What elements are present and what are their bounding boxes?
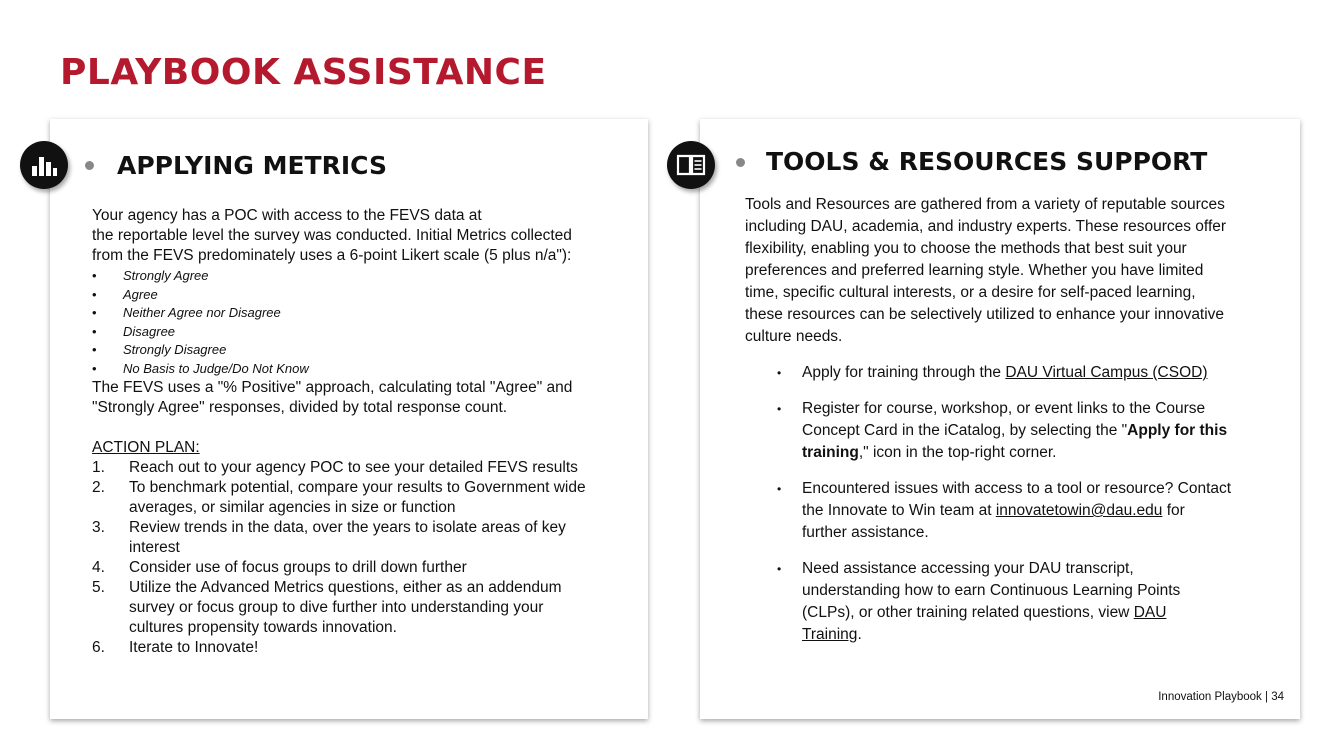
dau-training-link[interactable]: Training	[802, 626, 858, 643]
likert-item: • Neither Agree nor Disagree	[92, 304, 632, 323]
resource-line	[802, 442, 1265, 464]
resource-text: Apply for training through the	[802, 364, 1006, 381]
intro-line: including DAU, academia, and industry experts. These resources offer	[745, 218, 1227, 235]
dau-virtual-campus-link[interactable]: DAU Virtual Campus (CSOD)	[1005, 364, 1208, 381]
action-plan-heading: ACTION PLAN:	[92, 439, 200, 456]
action-line: Reach out to your agency POC to see your detailed FEVS results	[129, 459, 578, 476]
action-line: Iterate to Innovate!	[129, 639, 259, 656]
action-line: averages, or similar agencies in size or function	[129, 499, 456, 516]
intro-line: the reportable level the survey was conducted. Initial Metrics collected	[92, 227, 572, 244]
likert-item: • No Basis to Judge/Do Not Know	[92, 360, 632, 379]
applying-metrics-heading: APPLYING METRICS	[117, 151, 387, 180]
action-item	[92, 558, 632, 578]
intro-line: from the FEVS predominately uses a 6-point Likert scale (5 plus n/a"):	[92, 247, 572, 264]
action-number: 2.	[92, 479, 105, 496]
resource-line: further assistance.	[802, 524, 929, 541]
action-item	[92, 518, 632, 558]
action-item	[92, 578, 632, 638]
tools-resources-content	[745, 194, 1265, 660]
resource-line: • Need assistance accessing your DAU transcript,	[802, 560, 1134, 577]
action-line: Utilize the Advanced Metrics questions, either as an addendum	[129, 579, 562, 596]
action-item	[92, 478, 632, 518]
action-number: 4.	[92, 559, 105, 576]
action-plan-list	[92, 458, 632, 658]
action-number: 1.	[92, 459, 105, 476]
action-number: 3.	[92, 519, 105, 536]
resource-text: (CLPs), or other training related questions, view	[802, 604, 1134, 621]
action-line: survey or focus group to dive further into understanding your	[129, 599, 544, 616]
footer-label: Innovation Playbook |	[1158, 691, 1268, 703]
resource-line	[802, 624, 1265, 646]
heading-dot-icon	[736, 158, 745, 167]
action-number: 5.	[92, 579, 105, 596]
resource-text: .	[857, 626, 862, 643]
resource-text: ," icon in the top-right corner.	[858, 444, 1057, 461]
action-line: To benchmark potential, compare your results to Government wide	[129, 479, 586, 496]
resource-line	[802, 602, 1265, 624]
heading-dot-icon	[85, 161, 94, 170]
action-item	[92, 458, 632, 478]
summary-paragraph	[92, 378, 632, 418]
likert-scale-list	[92, 267, 632, 378]
apply-for-training-bold: Apply for this	[1127, 422, 1228, 439]
resources-list	[745, 362, 1265, 646]
resource-line: understanding how to earn Continuous Learning Points	[802, 582, 1181, 599]
summary-line: "Strongly Agree" responses, divided by total response count.	[92, 399, 508, 416]
resource-text: for	[1162, 502, 1185, 519]
intro-line: these resources can be selectively utilized to enhance your innovative	[745, 306, 1225, 323]
applying-metrics-content	[92, 206, 632, 658]
likert-item: • Strongly Agree	[92, 267, 632, 286]
page-title: PLAYBOOK ASSISTANCE	[60, 52, 547, 93]
intro-line: Your agency has a POC with access to the FEVS data at	[92, 207, 482, 224]
intro-line: culture needs.	[745, 328, 843, 345]
likert-item: • Agree	[92, 286, 632, 305]
likert-item: • Strongly Disagree	[92, 341, 632, 360]
resource-item-contact	[745, 478, 1265, 544]
resource-item-transcript	[745, 558, 1265, 646]
intro-paragraph	[92, 206, 632, 266]
book-icon	[667, 141, 715, 189]
tools-intro-paragraph	[745, 194, 1265, 348]
action-item	[92, 638, 632, 658]
dau-training-link[interactable]: DAU	[1133, 604, 1167, 621]
action-line: interest	[129, 539, 180, 556]
action-line: cultures propensity towards innovation.	[129, 619, 397, 636]
page-number: 34	[1271, 691, 1284, 703]
resource-item-virtual-campus	[745, 362, 1265, 384]
summary-line: The FEVS uses a "% Positive" approach, calculating total "Agree" and	[92, 379, 573, 396]
intro-line: flexibility, enabling you to choose the methods that best suit your	[745, 240, 1187, 257]
intro-line: time, specific cultural interests, or a desire for self-paced learning,	[745, 284, 1196, 301]
resource-line: • Register for course, workshop, or event links to the Course	[802, 400, 1206, 417]
resource-line	[802, 500, 1265, 522]
intro-line: preferences and preferred learning style. Whether you have limited	[745, 262, 1204, 279]
action-line: Review trends in the data, over the years to isolate areas of key	[129, 519, 566, 536]
action-number: 6.	[92, 639, 105, 656]
likert-item: • Disagree	[92, 323, 632, 342]
resource-line	[802, 420, 1265, 442]
apply-for-training-bold: training	[802, 444, 859, 461]
resource-text: Concept Card in the iCatalog, by selecting the "	[802, 422, 1128, 439]
tools-resources-heading: TOOLS & RESOURCES SUPPORT	[766, 147, 1208, 176]
intro-line: Tools and Resources are gathered from a variety of reputable sources	[745, 196, 1225, 213]
bar-chart-icon	[20, 141, 68, 189]
action-line: Consider use of focus groups to drill down further	[129, 559, 467, 576]
resource-item-register	[745, 398, 1265, 464]
innovatetowin-email-link[interactable]: innovatetowin@dau.edu	[995, 502, 1163, 519]
page-footer	[1158, 691, 1284, 703]
resource-line: • Encountered issues with access to a tool or resource? Contact	[802, 480, 1232, 497]
resource-text: the Innovate to Win team at	[802, 502, 996, 519]
